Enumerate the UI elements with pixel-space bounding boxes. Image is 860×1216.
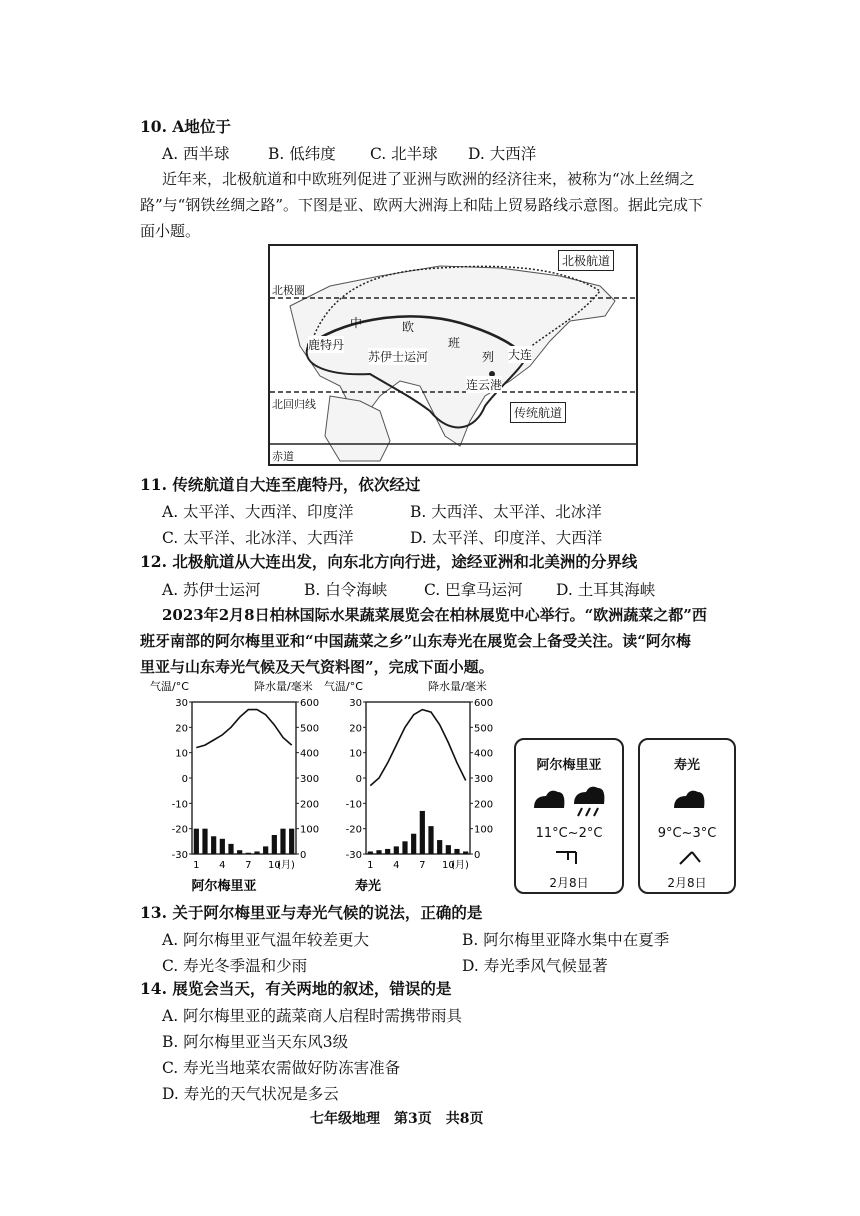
q11-option-b: B. 大西洋、太平洋、北冰洋 [410,503,602,521]
temp-axis-title: 气温/°C [324,680,363,693]
trade-route-map [268,244,638,466]
traditional-route-label: 传统航道 [510,402,566,423]
cloud-rain-icons [530,784,612,824]
rail-char-ou: 欧 [402,320,415,334]
q12-stem: 12. 北极航道从大连出发，向东北方向行进，途经亚洲和北美洲的分界线 [140,552,638,571]
passage2-line1: 2023年2月8日柏林国际水果蔬菜展览会在柏林展览中心举行。“欧洲蔬菜之都”西 [162,606,707,624]
temperature-line [196,710,291,748]
temp-tick-label: 10 [349,748,362,760]
month-tick-label: 10 [441,860,455,871]
precip-tick-label: 0 [300,850,307,861]
precip-tick-label: 400 [474,748,494,760]
precip-bar [402,841,407,854]
rotterdam-label: 鹿特丹 [308,338,345,352]
weather-city-shouguang: 寿光 [673,758,700,773]
page-footer: 七年级地理 第3页 共8页 [310,1111,484,1127]
temp-tick-label: 0 [181,774,188,785]
month-tick-label: 10 [267,860,281,871]
wind-symbol-shouguang [676,848,706,868]
q14-option-d: D. 寿光的天气状况是多云 [162,1085,339,1103]
q14-option-a: A. 阿尔梅里亚的蔬菜商人启程时需携带雨具 [162,1007,463,1025]
q13-option-a: A. 阿尔梅里亚气温年较差更大 [162,931,370,949]
q12-option-b: B. 白令海峡 [304,581,388,599]
temp-tick-label: 20 [175,723,188,735]
q11-stem: 11. 传统航道自大连至鹿特丹，依次经过 [140,475,421,494]
q14-option-c: C. 寿光当地菜农需做好防冻害准备 [162,1059,401,1077]
temp-tick-label: 0 [355,774,362,785]
wind-symbol-east-3 [552,848,582,868]
precip-axis-title: 降水量/毫米 [428,680,487,693]
precip-bar [289,829,294,854]
temp-axis-title: 气温/°C [150,680,189,693]
q13-stem: 13. 关于阿尔梅里亚与寿光气候的说法，正确的是 [140,903,483,922]
cloudy-icon [670,786,710,814]
precip-tick-label: 0 [474,850,481,861]
weather-date-shouguang: 2月8日 [667,876,707,890]
precip-bar [446,845,451,854]
q13-option-d: D. 寿光季风气候显著 [462,957,608,975]
q14-stem: 14. 展览会当天，有关两地的叙述，错误的是 [140,979,452,998]
q14-option-b: B. 阿尔梅里亚当天东风3级 [162,1033,349,1051]
precip-tick-label: 600 [474,698,494,709]
precip-bar [254,851,259,854]
temp-tick-label: 30 [349,698,362,709]
chart-city-name: 寿光 [354,879,382,894]
weather-temp-shouguang: 9°C~3°C [657,826,717,841]
precip-tick-label: 500 [300,723,320,735]
q12-option-d: D. 土耳其海峡 [556,581,656,599]
temp-tick-label: 30 [175,698,188,709]
precip-tick-label: 100 [300,824,320,836]
rail-char-ban: 班 [448,336,461,350]
precip-bar [228,844,233,854]
climate-chart-almeria [150,678,328,896]
q13-option-b: B. 阿尔梅里亚降水集中在夏季 [462,931,670,949]
precip-bar [454,849,459,854]
precip-tick-label: 600 [300,698,320,709]
temp-tick-label: -20 [171,824,188,836]
precip-tick-label: 400 [300,748,320,760]
precip-bar [263,846,268,854]
precip-tick-label: 200 [300,799,320,811]
weather-card-shouguang [638,738,736,894]
month-tick-label: 7 [245,860,252,871]
precip-tick-label: 200 [474,799,494,811]
passage1-line2: 路”与“钢铁丝绸之路”。下图是亚、欧两大洲海上和陆上贸易路线示意图。据此完成下 [140,196,704,214]
passage1-line3: 面小题。 [140,222,201,240]
q11-option-c: C. 太平洋、北冰洋、大西洋 [162,529,354,547]
q12-option-c: C. 巴拿马运河 [424,581,523,599]
temp-tick-label: -10 [345,799,362,811]
precip-bar [385,849,390,854]
precip-bar [420,811,425,854]
lianyungang-label: 连云港 [466,378,503,392]
precip-bar [237,850,242,854]
precip-bar [194,829,199,854]
month-tick-label: 1 [367,860,374,871]
precip-tick-label: 100 [474,824,494,836]
month-tick-label: 1 [193,860,200,871]
q10-option-a: A. 西半球 [162,145,230,163]
weather-city-almeria: 阿尔梅里亚 [536,758,602,773]
month-tick-label: (月) [277,860,295,871]
precip-bar [246,853,251,854]
passage2-line3: 里亚与山东寿光气候及天气资料图”，完成下面小题。 [140,658,494,676]
precip-bar [394,846,399,854]
passage1-line1: 近年来，北极航道和中欧班列促进了亚洲与欧洲的经济往来，被称为“冰上丝绸之 [162,170,695,188]
precip-bar [463,851,468,854]
weather-date-almeria: 2月8日 [549,876,589,890]
plot-frame [366,702,470,854]
q12-option-a: A. 苏伊士运河 [162,581,261,599]
rail-char-lie: 列 [482,350,495,364]
temp-tick-label: 10 [175,748,188,760]
month-tick-label: 4 [219,860,226,871]
q10-option-b: B. 低纬度 [268,145,336,163]
passage2-line2: 班牙南部的阿尔梅里亚和“中国蔬菜之乡”山东寿光在展览会上备受关注。读“阿尔梅 [140,632,691,650]
precip-bar [411,834,416,854]
precip-bar [202,829,207,854]
precip-bar [220,839,225,854]
rail-char-zhong: 中 [350,316,363,330]
temp-tick-label: -30 [345,850,362,861]
q11-option-d: D. 太平洋、印度洋、大西洋 [410,529,603,547]
month-tick-label: 7 [419,860,426,871]
q10-option-c: C. 北半球 [370,145,438,163]
temp-tick-label: -20 [345,824,362,836]
dalian-label: 大连 [508,348,533,362]
tropic-label: 北回归线 [272,398,316,411]
temperature-line [370,710,465,786]
precip-bar [368,851,373,854]
arctic-route-label: 北极航道 [558,250,614,271]
precip-bar [280,829,285,854]
chart-city-name: 阿尔梅里亚 [191,879,257,894]
month-tick-label: 4 [393,860,400,871]
q13-option-c: C. 寿光冬季温和少雨 [162,957,308,975]
precip-tick-label: 300 [474,774,494,785]
temp-tick-label: -10 [171,799,188,811]
month-tick-label: (月) [451,860,469,871]
weather-temp-almeria: 11°C~2°C [535,826,603,841]
arctic-circle-label: 北极圈 [272,284,305,297]
precip-tick-label: 500 [474,723,494,735]
precip-bar [428,826,433,854]
precip-bar [272,835,277,854]
precip-bar [376,850,381,854]
suez-label: 苏伊士运河 [368,350,429,364]
q10-option-d: D. 大西洋 [468,145,537,163]
map-graphic [270,246,636,464]
equator-label: 赤道 [272,450,294,463]
precip-tick-label: 300 [300,774,320,785]
climate-chart-shouguang [324,678,502,896]
precip-axis-title: 降水量/毫米 [254,680,313,693]
precip-bar [437,840,442,854]
q10-stem: 10. A地位于 [140,117,231,136]
temp-tick-label: -30 [171,850,188,861]
q11-option-a: A. 太平洋、大西洋、印度洋 [162,503,354,521]
weather-card-almeria [514,738,624,894]
temp-tick-label: 20 [349,723,362,735]
precip-bar [211,836,216,854]
